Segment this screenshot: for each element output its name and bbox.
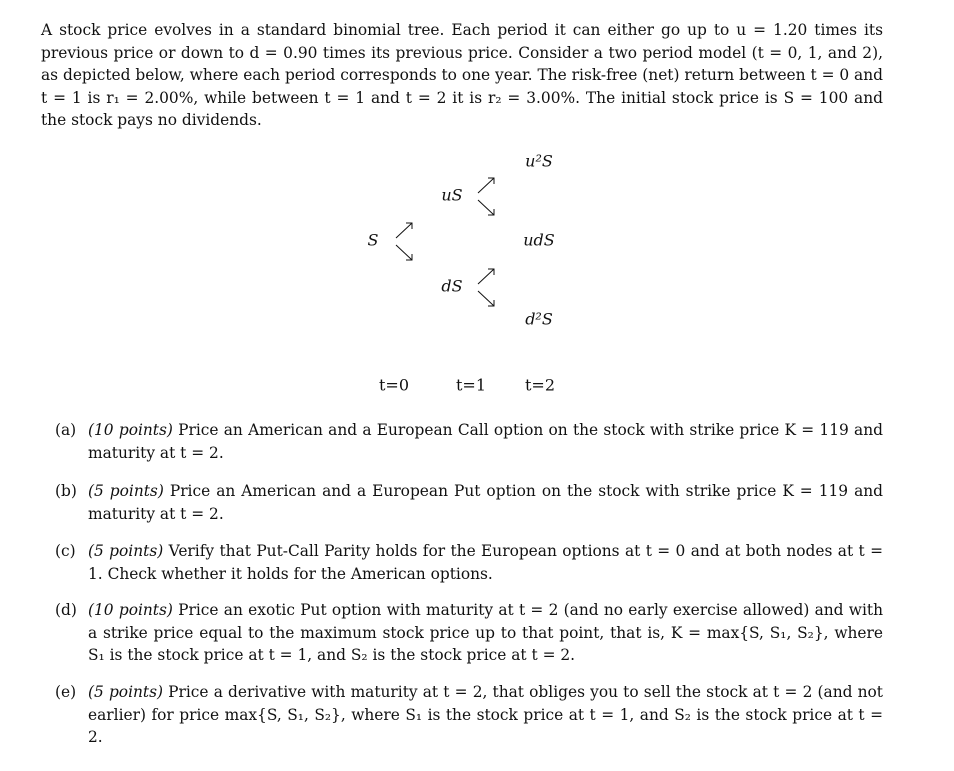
question-e: [55, 681, 883, 749]
arrow-up-t0: [396, 223, 412, 238]
arrow-down-ds: [478, 291, 494, 306]
node-us: uS: [441, 185, 463, 205]
question-label: (a): [55, 421, 77, 439]
time-label-0: t=0: [378, 375, 410, 395]
question-label: (c): [55, 542, 76, 560]
question-text: Price an American and a European Put option on the stock with strike price K = 119 and maturity at t = 2.: [88, 482, 884, 523]
question-c: [55, 540, 883, 585]
node-uds: udS: [523, 230, 555, 250]
question-text: Price an exotic Put option with maturity at t = 2 (and no early exercise allowed) and with a strike price equal to the maximum stock price up to that point, that is, K = max{S, S₁, S₂}, where S₁ is the stock price at t = 1, and S₂ is the stock price at t = 2.: [88, 601, 883, 665]
question-label: (b): [55, 482, 77, 500]
node-s: S: [367, 230, 379, 250]
question-label: (e): [55, 683, 77, 701]
question-text: Price an American and a European Call option on the stock with strike price K = 119 and maturity at t = 2.: [88, 421, 884, 462]
time-label-1: t=1: [455, 375, 487, 395]
question-text: Price a derivative with maturity at t = 2, that obliges you to sell the stock at t = 2 (and not earlier) for price max{S, S₁, S₂}, where S₁ is the stock price at t = 1, and S₂ is the stock price at t = 2.: [88, 683, 883, 747]
arrow-up-ds: [478, 269, 494, 284]
arrow-down-t0: [396, 245, 412, 260]
node-d2s: d²S: [525, 309, 553, 329]
arrow-up-us: [478, 178, 494, 193]
question-text: Verify that Put-Call Parity holds for the European options at t = 0 and at both nodes at t = 1. Check whether it holds for the American options.: [88, 542, 884, 583]
question-points: (5 points): [88, 542, 164, 560]
node-ds: dS: [441, 276, 463, 296]
question-points: (5 points): [88, 482, 164, 500]
time-label-2: t=2: [524, 375, 556, 395]
question-a: [55, 419, 883, 464]
arrow-down-us: [478, 200, 494, 215]
node-u2s: u²S: [525, 151, 553, 171]
problem-intro: A stock price evolves in a standard binomial tree. Each period it can either go up to u = 1.20 times its previous price or down to d = 0.90 times its previous price. Consider a two period model (t = 0, 1, and 2), as depicted below, where each period corresponds to one year. The risk-free (net) return between t = 0 and t = 1 is r₁ = 2.00%, while between t = 1 and t = 2 it is r₂ = 3.00%. The initial stock price is S = 100 and the stock pays no dividends.: [41, 21, 883, 130]
question-d: [55, 599, 883, 667]
question-b: [55, 480, 883, 525]
question-label: (d): [55, 601, 77, 619]
question-points: (10 points): [88, 601, 173, 619]
question-points: (10 points): [88, 421, 173, 439]
question-points: (5 points): [88, 683, 163, 701]
